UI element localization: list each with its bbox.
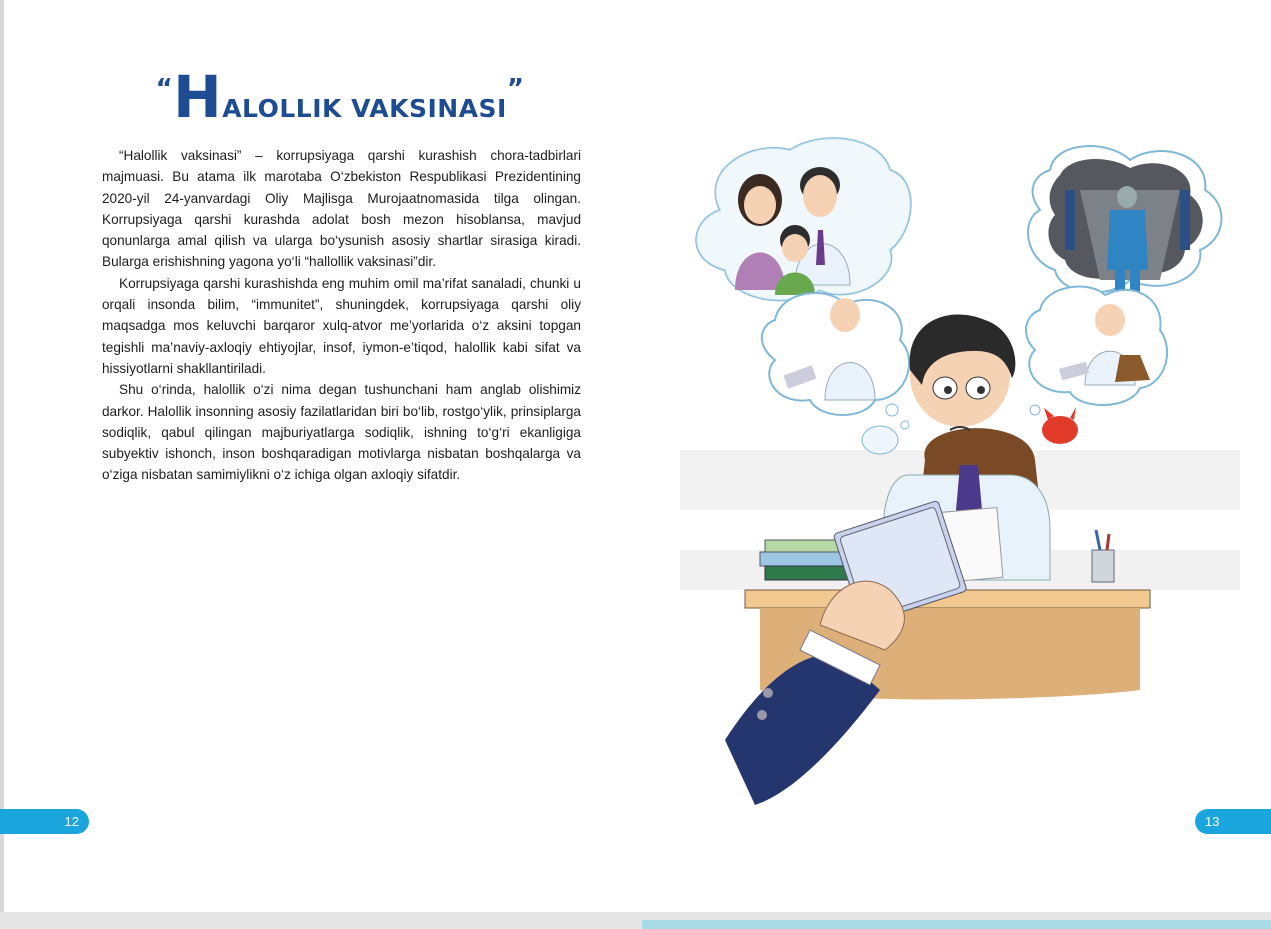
thought-bubble-accepting (1026, 287, 1167, 405)
devil-figure (1030, 405, 1078, 444)
bribe-illustration (660, 130, 1250, 820)
thought-bubble-family (696, 138, 910, 300)
page-number-left-label: 12 (64, 814, 79, 829)
title-rest: ALOLLIK VAKSINASI (222, 94, 507, 123)
paragraph-1: “Halollik vaksinasi” – korrupsiyaga qarshi kurashish chora-tadbirlari majmuasi. Bu atama ilk marotaba O‘zbekiston Respublikasi Prezidentining 2020-yil 24-yanvardagi Oliy Majlisga Murojaatnomasida tilga olingan. Korrupsiyaga qarshi kurashda adolat bosh mezon hisoblansa, mavjud qonunlarga amal qilish va ularga bo‘ysunish asosiy shartlar sirasiga kiradi. Bularga erishishning yagona yo‘li “hallollik vaksinasi”dir. (102, 148, 581, 270)
page-number-right-label: 13 (1205, 814, 1220, 829)
pen-cup (1092, 530, 1114, 582)
page-title (100, 63, 580, 131)
title-open-quote: “ (155, 74, 174, 104)
thought-bubble-prison (1028, 146, 1221, 298)
page-edge-shadow (0, 0, 4, 915)
title-initial: H (173, 63, 223, 131)
page-number-right (1195, 809, 1271, 834)
bottom-scroll-thumb[interactable] (642, 920, 1271, 929)
title-close-quote: ” (506, 74, 525, 104)
body-text (102, 145, 581, 486)
page-number-left (0, 809, 89, 834)
paragraph-3: Shu o‘rinda, halollik o‘zi nima degan tushunchani ham anglab olishimiz darkor. Halollik insonning asosiy fazilatlaridan biri bo‘lib, rostgo‘ylik, prinsiplarga sodiqlik, qabul qilingan majburiyatlarga sodiqlik, ishning to‘g‘ri ekanligiga subyektiv ishonch, inson boshqaradigan motivlarga nisbatan boshqalarga va o‘ziga nisbatan samimiylikni o‘z ichiga olgan axloqiy sifatdir. (102, 382, 581, 483)
angel-figure (862, 404, 909, 454)
thought-bubble-refusing (762, 293, 909, 415)
paragraph-2: Korrupsiyaga qarshi kurashishda eng muhim omil ma’rifat sanaladi, chunki u orqali insonda bilim, “immunitet”, shuningdek, korrupsiyaga qarshi oliy maqsadga mos keluvchi barqaror xulq-atvor me’yorlarida o‘z aksini topgan tegishli ma’naviy-axloqiy ehtiyojlar, insof, iymon-e’tiqod, halollik kabi sifat va hissiyotlarni shakllantiriladi. (102, 275, 581, 376)
